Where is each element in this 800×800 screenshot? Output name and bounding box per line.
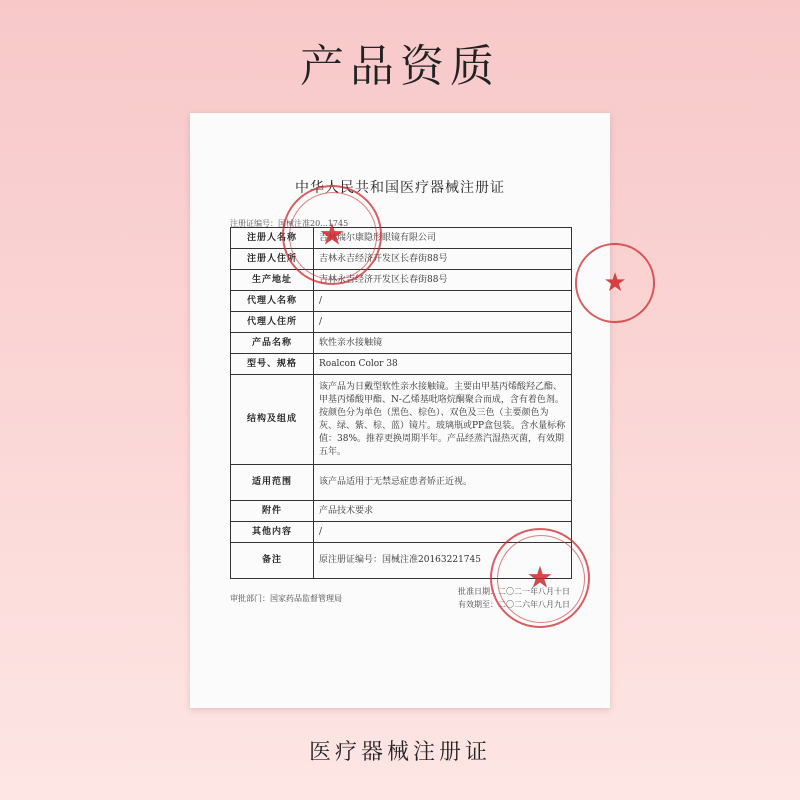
table-row — [231, 354, 572, 375]
row-label: 其他内容 — [231, 522, 314, 543]
row-value: 该产品为日戴型软性亲水接触镜。主要由甲基丙烯酸羟乙酯、甲基丙烯酸甲酯、N-乙烯基吡咯烷酮聚合而成，含有着色剂。按颜色分为单色（黑色、棕色）、双色及三色（主要颜色为灰、绿、紫、棕、蓝）镜片。玻璃瓶或PP盒包装。含水量标称值：38%。推荐更换周期半年。产品经蒸汽湿热灭菌，有效期五年。 — [314, 375, 572, 465]
table-row — [231, 249, 572, 270]
row-label: 产品名称 — [231, 333, 314, 354]
nmpa-seal-stamp — [490, 528, 590, 628]
certificate-title: 中华人民共和国医疗器械注册证 — [295, 180, 505, 196]
table-row — [231, 375, 572, 465]
row-value: 吉林永吉经济开发区长春街88号 — [314, 249, 572, 270]
star-icon: ★ — [526, 560, 554, 596]
row-value: 吉林瑞尔康隐形眼镜有限公司 — [314, 228, 572, 249]
row-value: 该产品适用于无禁忌症患者矫正近视。 — [314, 465, 572, 501]
page-heading: 产品资质 — [300, 41, 500, 92]
table-row — [231, 333, 572, 354]
row-label: 代理人名称 — [231, 291, 314, 312]
page-caption: 医疗器械注册证 — [308, 740, 491, 765]
approval-date: 批准日期：二〇二一年八月十日 — [458, 587, 570, 596]
registration-number-line: 注册证编号：国械注准20...1745 — [230, 219, 349, 228]
row-label: 注册人住所 — [231, 249, 314, 270]
company-seal-stamp — [282, 185, 382, 285]
row-label: 代理人住所 — [231, 312, 314, 333]
row-label: 备注 — [231, 543, 314, 579]
table-row — [231, 291, 572, 312]
row-value: 软性亲水接触镜 — [314, 333, 572, 354]
star-icon: ★ — [318, 217, 346, 253]
registration-certificate — [190, 113, 627, 708]
row-label: 生产地址 — [231, 270, 314, 291]
row-value: 原注册证编号：国械注准20163221745 — [314, 543, 572, 579]
issuing-department: 审批部门：国家药品监督管理局 — [230, 594, 342, 603]
valid-until-date: 有效期至：二〇二六年八月九日 — [458, 600, 570, 609]
table-row — [231, 312, 572, 333]
table-row — [231, 270, 572, 291]
row-label: 附件 — [231, 501, 314, 522]
row-value: 吉林永吉经济开发区长春街88号 — [314, 270, 572, 291]
star-icon: ★ — [603, 268, 627, 298]
row-label: 注册人名称 — [231, 228, 314, 249]
certificate-table — [230, 227, 572, 579]
row-value: / — [314, 312, 572, 333]
side-seal-stamp — [575, 243, 655, 323]
row-value: / — [314, 522, 572, 543]
table-row — [231, 501, 572, 522]
row-label: 适用范围 — [231, 465, 314, 501]
row-value: 产品技术要求 — [314, 501, 572, 522]
row-label: 结构及组成 — [231, 375, 314, 465]
row-label: 型号、规格 — [231, 354, 314, 375]
row-value: / — [314, 291, 572, 312]
table-row — [231, 465, 572, 501]
row-value: Roalcon Color 38 — [314, 354, 572, 375]
